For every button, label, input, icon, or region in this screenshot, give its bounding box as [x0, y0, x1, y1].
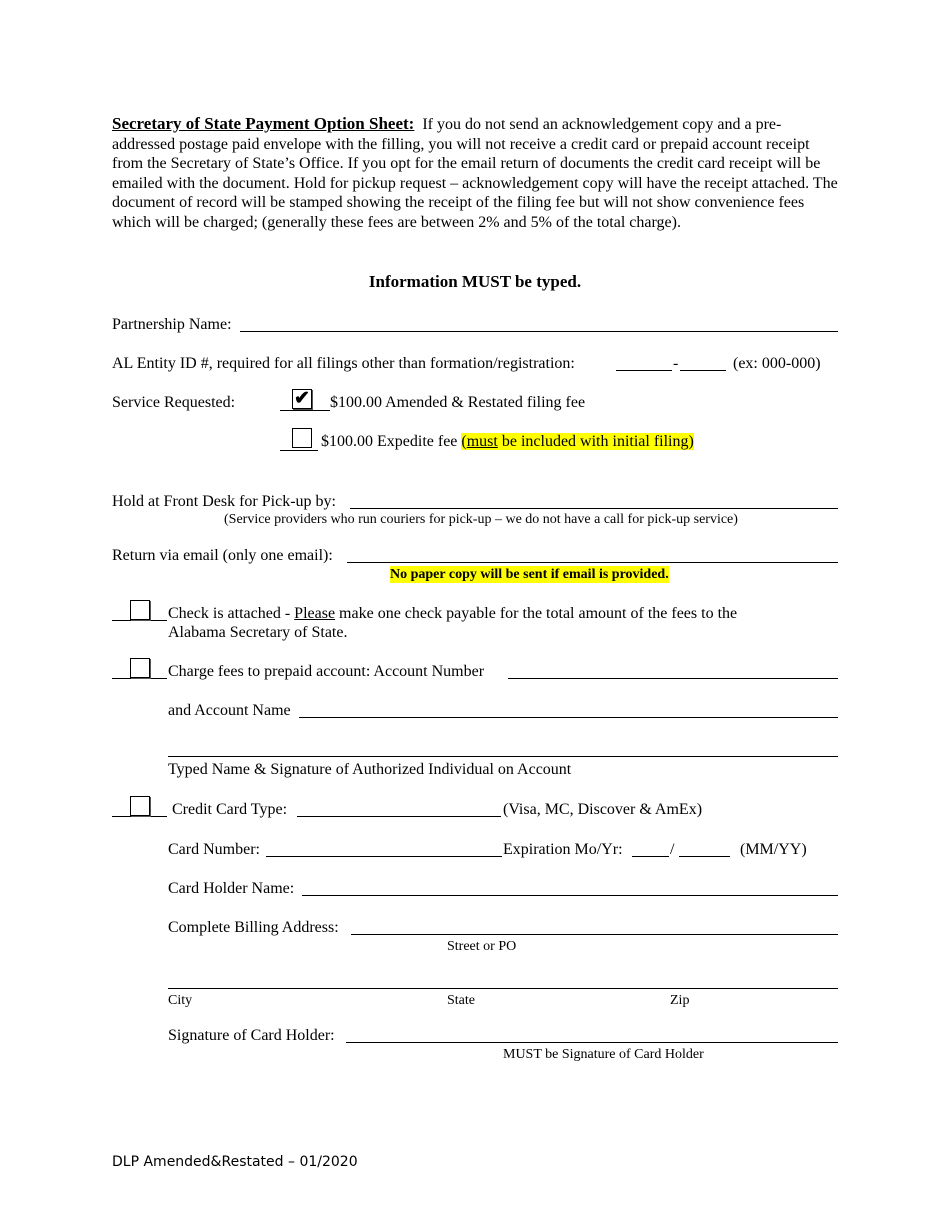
entity-id-part2-field[interactable]: [680, 370, 726, 371]
service-option2-label: $100.00 Expedite fee: [321, 433, 458, 450]
prepaid-account-label: Charge fees to prepaid account: Account Number: [168, 663, 485, 680]
expiration-label: Expiration Mo/Yr:: [503, 841, 623, 858]
service-option2-underline: [280, 450, 318, 451]
service-option2-text: [321, 432, 694, 451]
email-return-field[interactable]: [347, 562, 838, 563]
prepaid-account-checkbox[interactable]: [130, 658, 150, 678]
expiration-slash: /: [670, 841, 675, 858]
prepaid-account-name-label: and Account Name: [168, 702, 291, 719]
authorized-signature-field[interactable]: [168, 756, 838, 757]
billing-address-label: Complete Billing Address:: [168, 919, 339, 936]
service-requested-label: Service Requested:: [112, 394, 236, 411]
street-caption: Street or PO: [447, 939, 517, 954]
card-type-field[interactable]: [297, 816, 501, 817]
check-attached-text-line2: Alabama Secretary of State.: [168, 624, 348, 641]
email-warning: No paper copy will be sent if email is provided.: [390, 567, 669, 582]
check-option-underline: [112, 620, 167, 621]
service-option2-checkbox[interactable]: [292, 428, 312, 448]
billing-city-state-zip-field[interactable]: [168, 988, 838, 989]
footer-form-id: DLP Amended&Restated – 01/2020: [112, 1154, 358, 1170]
intro-paragraph: [112, 114, 840, 233]
expiration-month-field[interactable]: [632, 856, 669, 857]
expiration-year-field[interactable]: [679, 856, 730, 857]
email-return-label: Return via email (only one email):: [112, 547, 333, 564]
entity-id-dash: -: [673, 355, 679, 372]
service-option2-note: (must be included with initial filing): [461, 433, 694, 450]
service-option1-checkbox[interactable]: ✔: [292, 389, 312, 409]
credit-card-checkbox[interactable]: [130, 796, 150, 816]
hold-pickup-note: (Service providers who run couriers for pick-up – we do not have a call for pick-up service): [224, 512, 738, 527]
hold-pickup-label: Hold at Front Desk for Pick-up by:: [112, 493, 336, 510]
card-holder-signature-label: Signature of Card Holder:: [168, 1027, 335, 1044]
prepaid-account-name-field[interactable]: [299, 717, 838, 718]
card-holder-signature-field[interactable]: [346, 1042, 838, 1043]
card-holder-signature-caption: MUST be Signature of Card Holder: [503, 1047, 704, 1062]
hold-pickup-field[interactable]: [350, 508, 838, 509]
city-caption: City: [168, 993, 193, 1008]
authorized-signature-caption: Typed Name & Signature of Authorized Individual on Account: [168, 761, 572, 778]
service-option1-underline: [280, 410, 330, 411]
entity-id-part1-field[interactable]: [616, 370, 672, 371]
typed-notice: Information MUST be typed.: [368, 272, 582, 291]
intro-body: If you do not send an acknowledgement copy and a pre-addressed postage paid envelope with the filling, you will not receive a credit card or prepaid account receipt from the Secretary of State’s Office. If you opt for the email return of documents the credit card receipt will be emailed with the document. Hold for pickup request – acknowledgement copy will have the receipt attached. The document of record will be stamped showing the receipt of the filing fee but will not show convenience fees which will be charged; (generally these fees are between 2% and 5% of the total charge).: [112, 116, 838, 231]
state-caption: State: [447, 993, 475, 1008]
card-type-label: Credit Card Type:: [172, 801, 288, 818]
card-number-label: Card Number:: [168, 841, 260, 858]
prepaid-account-number-field[interactable]: [508, 678, 838, 679]
card-holder-name-field[interactable]: [302, 895, 838, 896]
partnership-name-label: Partnership Name:: [112, 316, 232, 333]
entity-id-example: (ex: 000-000): [733, 355, 821, 372]
card-type-note: (Visa, MC, Discover & AmEx): [503, 801, 703, 818]
check-attached-text: Check is attached - Please make one check payable for the total amount of the fees to the: [168, 605, 738, 622]
expiration-format: (MM/YY): [740, 841, 807, 858]
card-holder-name-label: Card Holder Name:: [168, 880, 295, 897]
zip-caption: Zip: [670, 993, 690, 1008]
prepaid-option-underline: [112, 678, 167, 679]
intro-heading: Secretary of State Payment Option Sheet:: [112, 114, 415, 133]
credit-card-option-underline: [112, 816, 167, 817]
billing-street-field[interactable]: [351, 934, 838, 935]
service-option1-label: $100.00 Amended & Restated filing fee: [330, 394, 586, 411]
entity-id-label: AL Entity ID #, required for all filings other than formation/registration:: [112, 355, 575, 372]
card-number-field[interactable]: [266, 856, 502, 857]
check-attached-checkbox[interactable]: [130, 600, 150, 620]
partnership-name-field[interactable]: [240, 331, 838, 332]
